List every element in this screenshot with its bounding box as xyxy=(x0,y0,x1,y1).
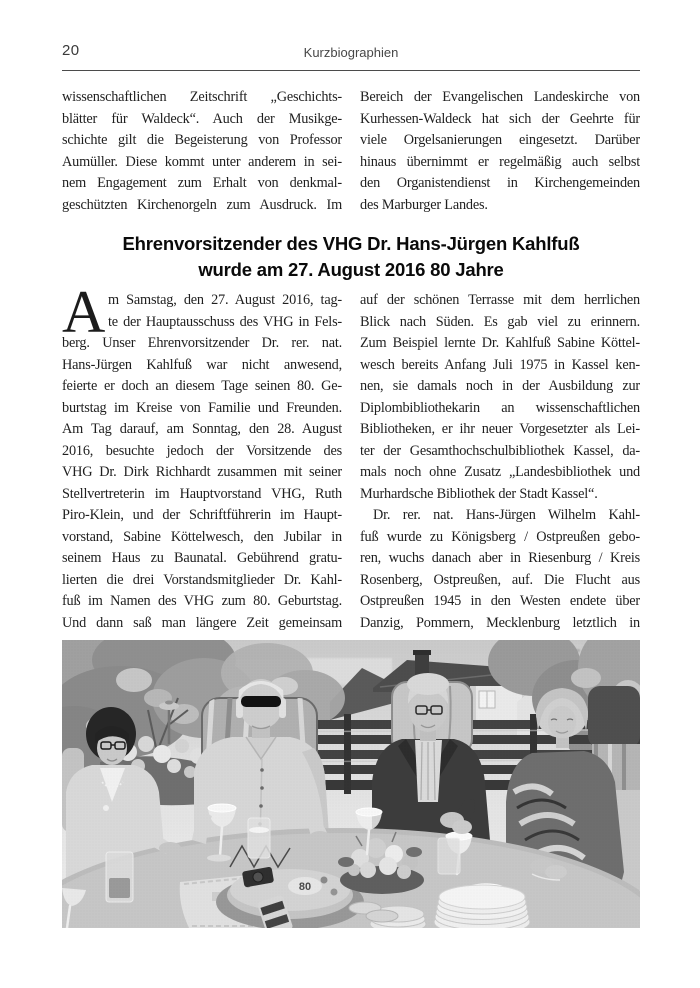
intro-left-column xyxy=(62,87,342,216)
running-header-title: Kurzbiographien xyxy=(303,45,399,60)
text-line: Danzig, Pommern, Mecklenburg letztlich in xyxy=(360,614,640,631)
text-line: Und dann saß man längere Zeit gemeinsam xyxy=(62,614,342,631)
text-line: des Marburger Landes. xyxy=(360,196,488,213)
text-line: Bibliotheken, er ihr neuer Vorgesetzter als Lei- xyxy=(360,421,640,437)
text-line: Blick nach Süden. Es gab viel zu erinnern. xyxy=(360,313,640,330)
intro-article-columns xyxy=(62,87,640,216)
photo-grain-overlay xyxy=(62,640,640,928)
text-line: nen, sie damals noch in der Ausbildung zur xyxy=(360,378,640,394)
article-title xyxy=(62,231,640,283)
text-line: viele Orgelsanierungen eingesetzt. Darüber xyxy=(360,132,640,148)
text-line: burtstag im Kreise von Familie und Freunden. xyxy=(62,399,342,416)
text-line: Piro-Klein, und der Schriftführerin im Haupt- xyxy=(62,507,342,523)
text-line: auf der schönen Terrasse mit dem herrlichen xyxy=(360,292,640,308)
text-line: Dr. rer. nat. Hans-Jürgen Wilhelm Kahl- xyxy=(373,507,640,523)
article-right-column xyxy=(360,290,640,634)
text-line: ter der Gesamthochschulbibliothek Kassel, da- xyxy=(360,442,640,459)
text-line: Kurhessen-Waldeck hat sich der Geehrte für xyxy=(360,110,640,127)
text-line: schichte gilt die Begeisterung von Professor xyxy=(62,132,342,148)
text-line: Hans-Jürgen Kahlfuß war nicht anwesend, xyxy=(62,356,342,373)
text-line: Murhardsche Bibliothek der Stadt Kassel“. xyxy=(360,485,598,502)
text-line: wesch bereits Anfang Juli 1975 in Kassel ken- xyxy=(360,356,640,373)
text-line: Rosenberg, Ostpreußen, auf. Die Flucht aus xyxy=(360,571,640,588)
text-line: berg. Unser Ehrenvorsitzender Dr. rer. nat. xyxy=(62,335,342,351)
text-line: m Samstag, den 27. August 2016, tag- xyxy=(108,292,342,308)
text-line: seinem Haus zu Baunatal. Gebührend gratu- xyxy=(62,550,342,566)
text-line: VHG Dr. Dirk Richhardt zusammen mit seiner xyxy=(62,464,342,480)
article-title-line-1: Ehrenvorsitzender des VHG Dr. Hans-Jürgen Kahlfuß xyxy=(122,233,580,254)
text-line: feierte er doch an diesem Tage seinen 80. Ge- xyxy=(62,378,342,394)
text-line: vorstand, Sabine Köttelwesch, den Jubilar in xyxy=(62,528,342,545)
text-line: fuß im Namen des VHG zum 80. Geburtstag. xyxy=(62,593,342,609)
text-line: mals noch ohne Zusatz „Landesbibliothek und xyxy=(360,464,640,480)
page-number: 20 xyxy=(62,42,80,59)
text-line: lierten die drei Vorstandsmitglieder Dr. Kahl- xyxy=(62,571,342,588)
main-article-columns xyxy=(62,279,640,634)
birthday-terrace-photo xyxy=(62,640,640,928)
text-line: Ostpreußen 1945 in den Westen endete über xyxy=(360,593,640,609)
text-line: hinaus übernimmt er regelmäßig auch selbst xyxy=(360,153,640,170)
text-line: geschützten Kirchenorgeln zum Ausdruck. Im xyxy=(62,196,342,213)
text-line: Stellvertreterin im Hauptvorstand VHG, Ruth xyxy=(62,485,342,502)
header-rule xyxy=(62,70,640,71)
article-left-column xyxy=(62,279,342,634)
text-line: wissenschaftlichen Zeitschrift „Geschichts- xyxy=(62,89,342,105)
text-line: den Organistendienst in Kirchengemeinden xyxy=(360,175,640,191)
text-line: te der Hauptausschuss des VHG in Fels- xyxy=(108,313,342,330)
text-line: fuß wurde zu Königsberg / Ostpreußen gebo- xyxy=(360,528,640,545)
text-line: Diplombibliothekarin an wissenschaftlichen xyxy=(360,399,640,416)
drop-cap: A xyxy=(62,279,106,345)
text-line: nem Engagement zum Erhalt von denkmal- xyxy=(62,175,342,191)
article-title-line-2: wurde am 27. August 2016 80 Jahre xyxy=(198,259,504,280)
text-line: Bereich der Evangelischen Landeskirche von xyxy=(360,89,640,105)
text-line: ren, wuchs danach aber in Riesenburg / Kreis xyxy=(360,550,640,566)
text-line: blätter für Waldeck“. Auch der Musikge- xyxy=(62,110,342,127)
text-line: Zum Beispiel lernte Dr. Kahlfuß Sabine Köttel- xyxy=(360,335,640,351)
text-line: Am Tag darauf, am Sonntag, den 28. August xyxy=(62,421,342,437)
running-header xyxy=(62,42,640,64)
intro-right-column xyxy=(360,87,640,216)
text-line: 2016, besuchte jedoch der Vorsitzende des xyxy=(62,442,342,459)
text-line: Aumüller. Diese kommt unter anderem in sei- xyxy=(62,153,342,170)
